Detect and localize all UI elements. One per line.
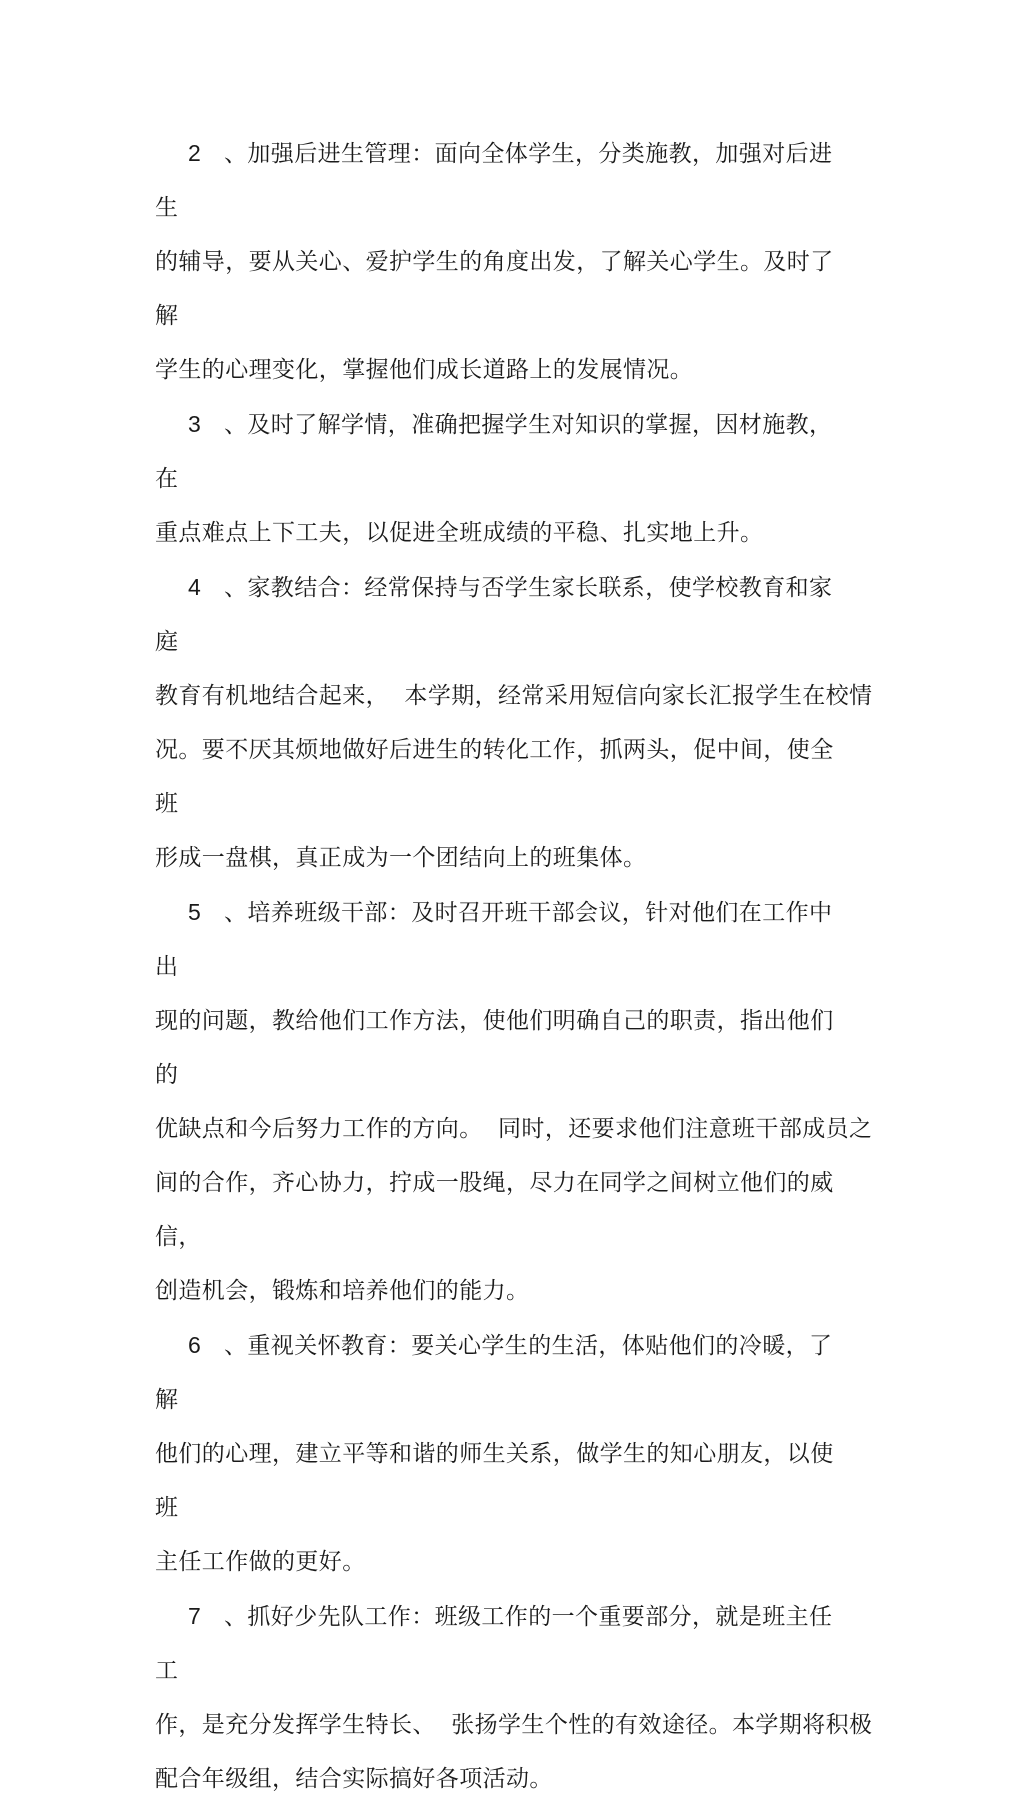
paragraph-item-4 bbox=[155, 560, 873, 885]
item-number: 2 bbox=[188, 140, 202, 166]
paragraph-item-6 bbox=[155, 1318, 855, 1589]
paragraph-line: 他们的心理，建立平等和谐的师生关系，做学生的知心朋友，以使班 bbox=[155, 1441, 834, 1521]
paragraph-line: 创造机会，锻炼和培养他们的能力。 bbox=[155, 1278, 530, 1304]
paragraph-line: 的辅导，要从关心、爱护学生的角度出发，了解关心学生。及时了解 bbox=[155, 249, 834, 329]
item-number: 5 bbox=[188, 899, 202, 925]
line-text: 、及时了解学情，准确把握学生对知识的掌握，因材施教，在 bbox=[155, 412, 833, 492]
paragraph-line bbox=[155, 397, 855, 506]
item-number: 3 bbox=[188, 411, 202, 437]
paragraph-line bbox=[155, 560, 855, 669]
paragraph-line: 配合年级组，结合实际搞好各项活动。 bbox=[155, 1766, 553, 1792]
document-page bbox=[155, 126, 873, 1806]
paragraph-line: 况。要不厌其烦地做好后进生的转化工作，抓两头，促中间，使全班 bbox=[155, 737, 834, 817]
paragraph-line bbox=[155, 1589, 855, 1698]
item-number: 6 bbox=[188, 1332, 202, 1358]
paragraph-line: 重点难点上下工夫，以促进全班成绩的平稳、扎实地上升。 bbox=[155, 520, 764, 546]
paragraph-line: 优缺点和今后努力工作的方向。 同时，还要求他们注意班干部成员之 bbox=[155, 1116, 873, 1142]
paragraph-item-5 bbox=[155, 885, 873, 1318]
line-text: 、加强后进生管理：面向全体学生，分类施教，加强对后进生 bbox=[155, 141, 833, 221]
item-number: 4 bbox=[188, 574, 202, 600]
paragraph-line bbox=[155, 126, 855, 235]
paragraph-item-7 bbox=[155, 1589, 873, 1806]
paragraph-item-2 bbox=[155, 126, 855, 397]
paragraph-item-3 bbox=[155, 397, 855, 560]
item-number: 7 bbox=[188, 1603, 202, 1629]
paragraph-line: 教育有机地结合起来， 本学期，经常采用短信向家长汇报学生在校情 bbox=[155, 683, 873, 709]
paragraph-line bbox=[155, 1318, 855, 1427]
paragraph-line: 形成一盘棋，真正成为一个团结向上的班集体。 bbox=[155, 845, 647, 871]
paragraph-line: 主任工作做的更好。 bbox=[155, 1549, 366, 1575]
paragraph-line: 现的问题，教给他们工作方法，使他们明确自己的职责，指出他们的 bbox=[155, 1008, 834, 1088]
line-text: 、抓好少先队工作：班级工作的一个重要部分，就是班主任工 bbox=[155, 1604, 833, 1684]
paragraph-line bbox=[155, 885, 855, 994]
line-text: 、重视关怀教育：要关心学生的生活，体贴他们的冷暖，了解 bbox=[155, 1333, 833, 1413]
paragraph-line: 学生的心理变化，掌握他们成长道路上的发展情况。 bbox=[155, 357, 694, 383]
paragraph-line: 间的合作，齐心协力，拧成一股绳，尽力在同学之间树立他们的威信， bbox=[155, 1170, 834, 1250]
paragraph-line: 作，是充分发挥学生特长、 张扬学生个性的有效途径。本学期将积极 bbox=[155, 1712, 873, 1738]
line-text: 、培养班级干部：及时召开班干部会议，针对他们在工作中出 bbox=[155, 900, 833, 980]
line-text: 、家教结合：经常保持与否学生家长联系，使学校教育和家庭 bbox=[155, 575, 833, 655]
